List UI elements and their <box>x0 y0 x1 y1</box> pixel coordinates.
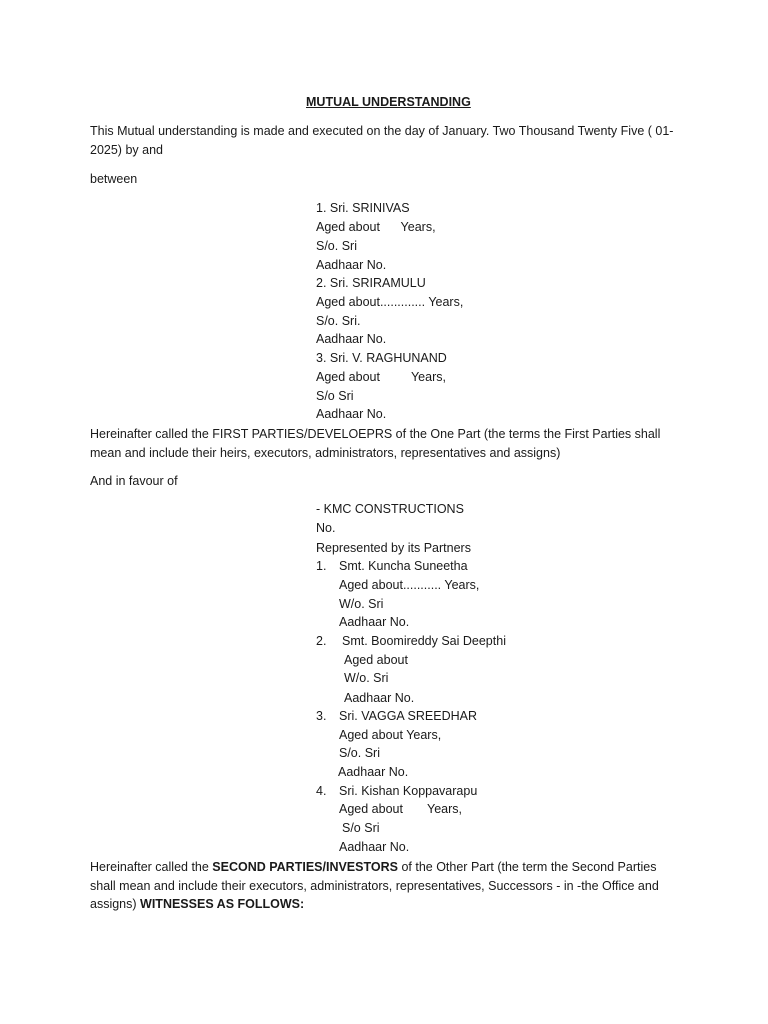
first-parties-clause: Hereinafter called the FIRST PARTIES/DEVELOEPRS of the One Part (the terms the First Parties shall mean and include their heirs, executors, administrators, representatives and assigns) <box>90 427 661 460</box>
partner-2-number: 2. <box>316 634 327 648</box>
partner-2-age: Aged about <box>344 653 408 667</box>
first-party-1-age: Aged about Years, <box>316 220 436 234</box>
partner-3-age: Aged about Years, <box>339 728 442 742</box>
company-represented: Represented by its Partners <box>316 541 471 555</box>
first-party-1-aadhaar: Aadhaar No. <box>316 258 387 272</box>
partner-1-number: 1. <box>316 559 327 573</box>
partner-3-name: Sri. VAGGA SREEDHAR <box>339 709 477 723</box>
partner-1-age: Aged about........... Years, <box>339 578 480 592</box>
partner-4-relation: S/o Sri <box>342 821 380 835</box>
partner-4-aadhaar: Aadhaar No. <box>339 840 410 854</box>
first-party-1-relation: S/o. Sri <box>316 239 357 253</box>
second-clause-middle: of the Other Part (the term the Second Parties shall mean and include their executors, administrators, representatives, Successors - in -the Office and assigns) <box>90 860 659 911</box>
partner-2-aadhaar: Aadhaar No. <box>344 691 415 705</box>
partner-2-relation: W/o. Sri <box>344 671 389 685</box>
first-party-1-name: 1. Sri. SRINIVAS <box>316 201 410 215</box>
first-party-3-name: 3. Sri. V. RAGHUNAND <box>316 351 447 365</box>
first-party-2-age: Aged about............. Years, <box>316 295 464 309</box>
between-text: between <box>90 172 138 186</box>
partner-1-aadhaar: Aadhaar No. <box>339 615 410 629</box>
page-title: MUTUAL UNDERSTANDING <box>306 95 471 109</box>
partner-1-relation: W/o. Sri <box>339 597 384 611</box>
second-parties-clause <box>90 858 682 914</box>
in-favour-text: And in favour of <box>90 474 178 488</box>
second-clause-prefix: Hereinafter called the <box>90 860 213 874</box>
company-no: No. <box>316 521 336 535</box>
partner-4-number: 4. <box>316 784 327 798</box>
partner-2-name: Smt. Boomireddy Sai Deepthi <box>342 634 506 648</box>
partner-4-name: Sri. Kishan Koppavarapu <box>339 784 478 798</box>
witnesses-heading: WITNESSES AS FOLLOWS: <box>140 897 305 911</box>
first-party-2-name: 2. Sri. SRIRAMULU <box>316 276 426 290</box>
first-party-3-age: Aged about Years, <box>316 370 446 384</box>
partner-4-age: Aged about Years, <box>339 802 463 816</box>
first-party-3-aadhaar: Aadhaar No. <box>316 407 387 421</box>
partner-3-relation: S/o. Sri <box>339 746 380 760</box>
second-parties-term: SECOND PARTIES/INVESTORS <box>212 860 398 874</box>
intro-paragraph: This Mutual understanding is made and executed on the day of January. Two Thousand Twenty Five ( 01-2025) by and <box>90 124 674 157</box>
partner-3-aadhaar: Aadhaar No. <box>338 765 409 779</box>
first-party-2-aadhaar: Aadhaar No. <box>316 332 387 346</box>
company-name: - KMC CONSTRUCTIONS <box>316 502 464 516</box>
first-party-3-relation: S/o Sri <box>316 389 354 403</box>
partner-3-number: 3. <box>316 709 327 723</box>
partner-1-name: Smt. Kuncha Suneetha <box>339 559 468 573</box>
first-party-2-relation: S/o. Sri. <box>316 314 361 328</box>
